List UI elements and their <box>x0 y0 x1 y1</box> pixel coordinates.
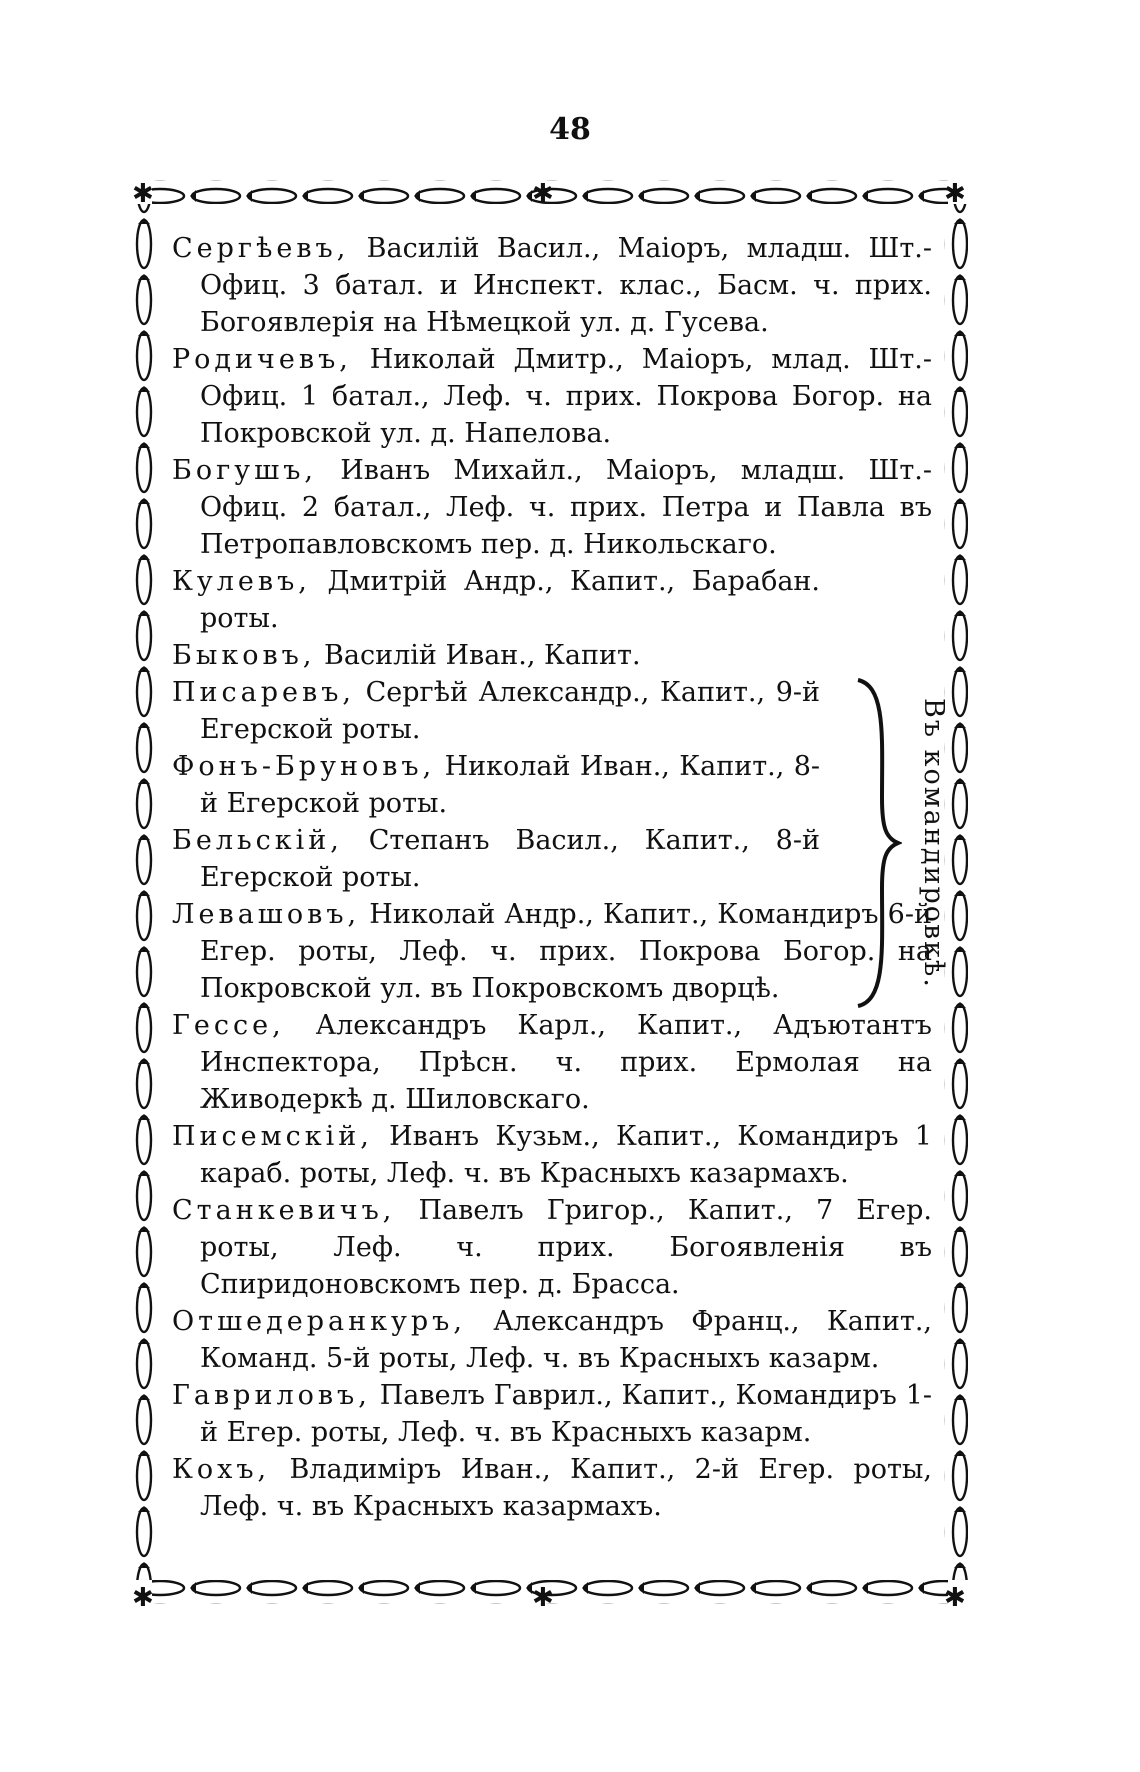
entry-text: Николай Андр., Капит., Командиръ 6-й Егер. роты, Леф. ч. прих. Покрова Богор. на Покровской ул. въ Покровскомъ дворцѣ. <box>200 899 932 1004</box>
page-number: 48 <box>549 112 591 147</box>
entry-name: Гавриловъ, <box>172 1380 371 1411</box>
entry-text: Александръ Карл., Капит., Адъютантъ Инспектора, Прѣсн. ч. прих. Ермолая на Живодеркѣ д. Шиловскаго. <box>200 1010 932 1115</box>
entry-name: Сергѣевъ, <box>172 233 350 264</box>
entry-name: Бельскій, <box>172 825 343 856</box>
entry <box>172 563 820 637</box>
entry-name: Гессе, <box>172 1010 285 1041</box>
svg-text:✱: ✱ <box>944 1583 966 1613</box>
entry <box>172 674 820 748</box>
entry-text: Дмитрій Андр., Капит., Барабан. роты. <box>200 566 820 634</box>
entry-name: Родичевъ, <box>172 344 352 375</box>
curly-brace <box>852 678 902 1008</box>
entry <box>172 452 932 563</box>
entry-name: Богушъ, <box>172 455 317 486</box>
entry-name: Отшедеранкуръ, <box>172 1306 466 1337</box>
entry-name: Фонъ-Бруновъ, <box>172 751 436 782</box>
svg-text:✱: ✱ <box>944 179 966 209</box>
entry <box>172 637 820 674</box>
entry-name: Станкевичъ, <box>172 1195 396 1226</box>
svg-text:✱: ✱ <box>532 179 554 209</box>
entry <box>172 1007 932 1118</box>
ornamental-frame <box>132 160 968 1630</box>
entry-text: Павелъ Григор., Капит., 7 Егер. роты, Леф. ч. прих. Богоявленія въ Спиридоновскомъ пер. д. Брасса. <box>200 1195 932 1300</box>
svg-text:✱: ✱ <box>132 1583 154 1613</box>
entry <box>172 1451 932 1525</box>
entry <box>172 896 932 1007</box>
entry-text: Степанъ Васил., Капит., 8-й Егерской роты. <box>200 825 820 893</box>
entry-text: Иванъ Кузьм., Капит., Командиръ 1 караб. роты, Леф. ч. въ Красныхъ казармахъ. <box>200 1121 932 1189</box>
entry-text: Павелъ Гаврил., Капит., Командиръ 1-й Егер. роты, Леф. ч. въ Красныхъ казарм. <box>200 1380 932 1448</box>
entry-text: Николай Иван., Капит., 8-й Егерской роты. <box>200 751 820 819</box>
entry-name: Кохъ, <box>172 1454 271 1485</box>
entry-name: Писаревъ, <box>172 677 355 708</box>
entry-text: Василій Васил., Маіоръ, младш. Шт.-Офиц. 3 батал. и Инспект. клас., Басм. ч. прих. Богоявлерія на Нѣмецкой ул. д. Гусева. <box>200 233 932 338</box>
entry <box>172 822 820 896</box>
entry <box>172 1303 932 1377</box>
text-area <box>172 230 949 1525</box>
entry-text: Иванъ Михайл., Маіоръ, младш. Шт.-Офиц. 2 батал., Леф. ч. прих. Петра и Павла въ Петропавловскомъ пер. д. Никольскаго. <box>200 455 932 560</box>
svg-text:✱: ✱ <box>532 1583 554 1613</box>
entry-text: Владиміръ Иван., Капит., 2-й Егер. роты, Леф. ч. въ Красныхъ казармахъ. <box>200 1454 932 1522</box>
entry-text: Александръ Франц., Капит., Команд. 5-й роты, Леф. ч. въ Красныхъ казарм. <box>200 1306 932 1374</box>
entry-text: Николай Дмитр., Маіоръ, млад. Шт.-Офиц. 1 батал., Леф. ч. прих. Покрова Богор. на Покровской ул. д. Напелова. <box>200 344 932 449</box>
entry <box>172 230 932 341</box>
entry <box>172 341 932 452</box>
entry-name: Левашовъ, <box>172 899 361 930</box>
side-note: Въ командировкѣ. <box>918 697 949 989</box>
entry-name: Кулевъ, <box>172 566 311 597</box>
svg-text:✱: ✱ <box>132 179 154 209</box>
entry <box>172 1118 932 1192</box>
entry-text: Василій Иван., Капит. <box>324 640 641 671</box>
entry-name: Писемскій, <box>172 1121 373 1152</box>
entry <box>172 1192 932 1303</box>
entry <box>172 748 820 822</box>
entry <box>172 1377 932 1451</box>
entry-text: Сергѣй Александр., Капит., 9-й Егерской роты. <box>200 677 820 745</box>
entry-name: Быковъ, <box>172 640 316 671</box>
